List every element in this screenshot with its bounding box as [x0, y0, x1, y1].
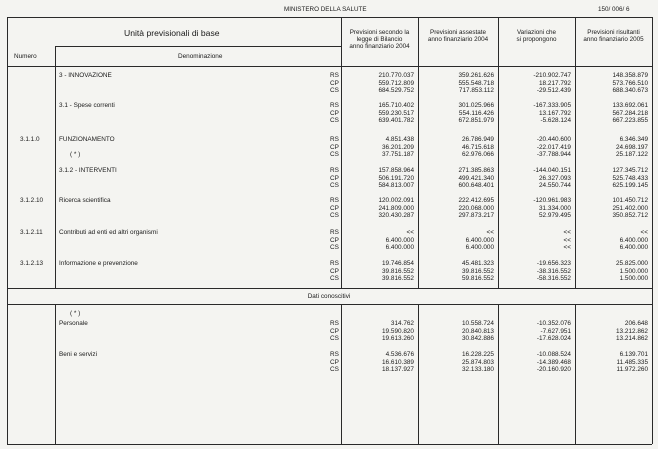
- row-value: -22.017.419: [536, 143, 571, 151]
- row-value: 4.851.438: [385, 136, 414, 143]
- numero-header: Numero: [14, 53, 37, 60]
- row-value: 584.813.007: [378, 182, 414, 190]
- row-value: -10.352.076: [536, 320, 571, 327]
- row-numero: 3.1.2.11: [20, 229, 43, 236]
- row-value: 555.548.718: [458, 79, 494, 87]
- row-value: 4.536.676: [385, 351, 414, 358]
- row-value: 39.816.552: [382, 267, 414, 275]
- row-denominazione: Ricerca scientifica: [59, 197, 111, 204]
- row-code: CP: [330, 236, 339, 244]
- row-value: -144.040.151: [533, 167, 571, 174]
- row-note: ( * ): [70, 151, 81, 158]
- row-value: 30.842.886: [462, 335, 494, 343]
- row-value: 25.187.122: [616, 151, 648, 159]
- row-value: 320.430.287: [378, 212, 414, 220]
- row-value: -14.389.468: [536, 358, 571, 366]
- row-numero: 3.1.1.0: [20, 136, 40, 143]
- col-header-previsioni-assestate-2004: Previsioni assestate anno finanziario 2004: [427, 29, 489, 44]
- row-code: CP: [330, 358, 339, 366]
- row-value: 241.809.000: [378, 204, 414, 212]
- row-value: 210.770.037: [378, 72, 414, 79]
- row-numero: 3.1.2.13: [20, 260, 44, 267]
- row-value: <<: [640, 229, 648, 236]
- row-value: 350.852.712: [612, 212, 648, 220]
- row-value: 37.751.187: [382, 151, 414, 159]
- row-value: 19.746.854: [382, 260, 414, 267]
- row-numero: 3.1.2.10: [20, 197, 44, 204]
- row-value: -167.333.905: [533, 102, 571, 109]
- row-code: CS: [330, 117, 339, 125]
- row-code: CS: [330, 244, 339, 252]
- row-value: 101.450.712: [612, 197, 648, 204]
- row-value: 13.214.862: [616, 335, 648, 343]
- row-value: 36.201.209: [382, 143, 414, 151]
- row-value: 13.212.862: [616, 327, 648, 335]
- row-code: CP: [330, 79, 339, 87]
- row-code: CS: [330, 87, 339, 95]
- row-value: <<: [486, 229, 494, 236]
- row-value: <<: [563, 229, 571, 236]
- row-code: CS: [330, 212, 339, 220]
- row-code: CP: [330, 267, 339, 275]
- row-value: 499.421.340: [458, 174, 494, 182]
- row-code: CP: [330, 143, 339, 151]
- row-value: -17.628.024: [536, 335, 571, 343]
- row-value: 148.358.879: [612, 72, 648, 79]
- dati-star-note: ( * ): [70, 310, 81, 317]
- row-value: 18.217.792: [539, 79, 571, 87]
- row-value: 25.874.803: [462, 358, 494, 366]
- row-value: 206.648: [624, 320, 648, 327]
- row-code: CS: [330, 151, 339, 159]
- row-value: 13.167.792: [539, 109, 571, 117]
- row-value: 251.402.000: [612, 204, 648, 212]
- row-value: 573.766.510: [612, 79, 648, 87]
- row-value: 39.816.552: [462, 267, 494, 275]
- row-value: 59.816.552: [462, 275, 494, 283]
- row-value: 297.873.217: [458, 212, 494, 220]
- row-value: 6.400.000: [619, 244, 648, 252]
- row-value: -37.788.944: [536, 151, 571, 159]
- row-value: 62.976.066: [462, 151, 494, 159]
- row-value: 46.715.618: [462, 143, 494, 151]
- page-reference: 150/ 006/ 6: [598, 6, 630, 13]
- row-value: 554.116.426: [458, 109, 494, 117]
- row-code: RS: [330, 72, 339, 79]
- col-header-previsioni-2005: Previsioni risultanti anno finanziario 2005: [583, 29, 644, 44]
- row-value: 506.191.720: [378, 174, 414, 182]
- row-value: 39.816.552: [382, 275, 414, 283]
- row-value: 32.133.180: [462, 366, 494, 374]
- row-value: 24.698.197: [616, 143, 648, 151]
- row-value: 10.558.724: [462, 320, 494, 327]
- row-value: 559.712.809: [378, 79, 414, 87]
- row-value: -7.627.951: [540, 327, 571, 335]
- row-value: 6.346.349: [619, 136, 648, 143]
- row-code: CS: [330, 366, 339, 374]
- row-value: 559.230.517: [378, 109, 414, 117]
- row-value: 52.979.495: [539, 212, 571, 220]
- row-code: RS: [330, 197, 339, 204]
- denominazione-header: Denominazione: [178, 53, 223, 60]
- row-value: 16.228.225: [462, 351, 494, 358]
- row-value: 667.223.855: [612, 117, 648, 125]
- row-value: 672.851.979: [458, 117, 494, 125]
- row-value: 20.840.813: [462, 327, 494, 335]
- row-value: 1.500.000: [619, 275, 648, 283]
- row-value: 6.400.000: [385, 236, 414, 244]
- row-value: 600.648.401: [458, 182, 494, 190]
- row-value: <<: [406, 229, 414, 236]
- row-value: 6.400.000: [619, 236, 648, 244]
- row-value: 26.786.949: [462, 136, 494, 143]
- row-value: 271.385.863: [458, 167, 494, 174]
- row-denominazione: 3.1.2 - INTERVENTI: [59, 167, 117, 174]
- row-code: CP: [330, 327, 339, 335]
- row-value: 6.400.000: [465, 244, 494, 252]
- row-value: 314.762: [390, 320, 414, 327]
- row-value: 11.485.335: [616, 358, 648, 366]
- row-value: -210.902.747: [533, 72, 571, 79]
- row-value: -58.316.552: [536, 275, 571, 283]
- row-code: RS: [330, 229, 339, 236]
- row-value: 625.199.145: [612, 182, 648, 190]
- row-value: 16.610.389: [382, 358, 414, 366]
- row-code: CP: [330, 109, 339, 117]
- row-value: 127.345.712: [612, 167, 648, 174]
- dati-label: Beni e servizi: [59, 351, 98, 358]
- row-value: -38.316.552: [536, 267, 571, 275]
- row-value: <<: [563, 236, 571, 244]
- row-code: RS: [330, 136, 339, 143]
- row-value: 301.025.966: [458, 102, 494, 109]
- row-value: 19.613.260: [382, 335, 414, 343]
- row-code: CP: [330, 174, 339, 182]
- row-code: CS: [330, 182, 339, 190]
- row-value: 6.139.701: [619, 351, 648, 358]
- row-value: 165.710.402: [378, 102, 414, 109]
- row-value: 120.002.091: [378, 197, 414, 204]
- row-value: 6.400.000: [465, 236, 494, 244]
- row-code: RS: [330, 351, 339, 358]
- row-value: 684.529.752: [378, 87, 414, 95]
- row-denominazione: Informazione e prevenzione: [59, 260, 138, 267]
- row-value: -120.961.983: [533, 197, 571, 204]
- row-value: 157.858.964: [378, 167, 414, 174]
- row-code: RS: [330, 320, 339, 327]
- row-code: CS: [330, 275, 339, 283]
- row-code: RS: [330, 102, 339, 109]
- row-denominazione: 3 - INNOVAZIONE: [59, 72, 112, 79]
- row-value: 31.334.000: [539, 204, 571, 212]
- row-value: -20.440.600: [536, 136, 571, 143]
- row-value: 220.068.000: [458, 204, 494, 212]
- row-denominazione: 3.1 - Spese correnti: [59, 102, 115, 109]
- row-value: 6.400.000: [385, 244, 414, 252]
- row-denominazione: Contributi ad enti ed altri organismi: [59, 229, 158, 236]
- dati-conoscitivi-title: Dati conoscitivi: [307, 293, 351, 300]
- row-value: 222.412.695: [458, 197, 494, 204]
- row-value: 24.550.744: [539, 182, 571, 190]
- row-value: 717.853.112: [458, 87, 494, 95]
- row-value: -19.656.323: [536, 260, 571, 267]
- row-value: 18.137.927: [382, 366, 414, 374]
- row-value: 1.500.000: [619, 267, 648, 275]
- ministry-header: MINISTERO DELLA SALUTE: [284, 6, 367, 13]
- row-value: -20.160.920: [536, 366, 571, 374]
- row-value: 688.340.673: [612, 87, 648, 95]
- row-value: 133.692.061: [612, 102, 648, 109]
- row-value: 26.327.093: [539, 174, 571, 182]
- row-value: 45.481.323: [462, 260, 494, 267]
- row-value: 359.261.626: [458, 72, 494, 79]
- row-denominazione: FUNZIONAMENTO: [59, 136, 115, 143]
- col-header-previsioni-bilancio-2004: Previsioni secondo la legge di Bilancio anno finanziario 2004: [349, 29, 410, 51]
- row-value: -29.512.439: [536, 87, 571, 95]
- row-code: CP: [330, 204, 339, 212]
- row-value: 11.972.260: [616, 366, 648, 374]
- row-value: -10.088.524: [536, 351, 571, 358]
- row-value: 525.748.433: [612, 174, 648, 182]
- row-value: 639.401.782: [378, 117, 414, 125]
- row-code: RS: [330, 167, 339, 174]
- table-title: Unità previsionali di base: [124, 28, 220, 38]
- dati-label: Personale: [59, 320, 88, 327]
- col-header-variazioni: Variazioni che si propongono: [516, 29, 557, 44]
- row-value: -5.628.124: [540, 117, 571, 125]
- row-value: 25.825.000: [616, 260, 648, 267]
- row-value: 567.284.218: [612, 109, 648, 117]
- row-code: CS: [330, 335, 339, 343]
- row-code: RS: [330, 260, 339, 267]
- row-value: <<: [563, 244, 571, 252]
- row-value: 19.590.820: [382, 327, 414, 335]
